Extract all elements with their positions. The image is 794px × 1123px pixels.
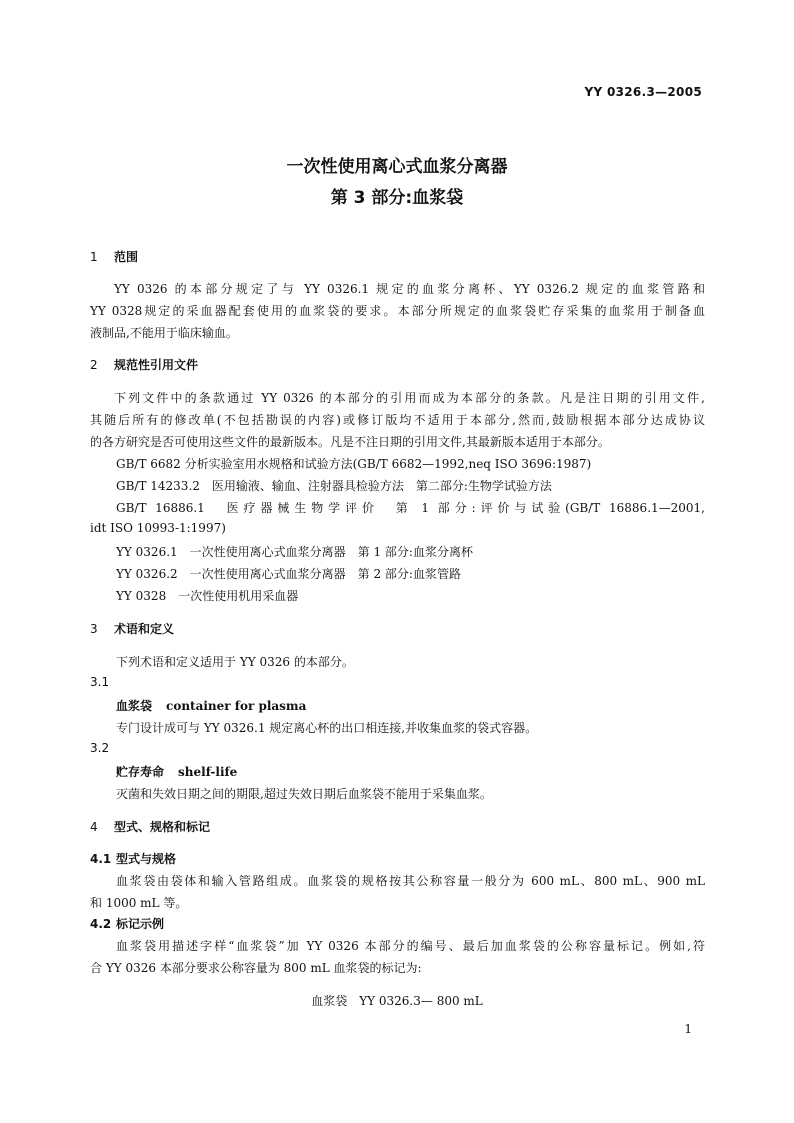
- reference-yy-0326-2: YY 0326.2 一次性使用离心式血浆分离器 第 2 部分:血浆管路: [116, 567, 461, 581]
- section-1-para-line-2: YY 0328规定的采血器配套使用的血浆袋的要求。本部分所规定的血浆袋贮存采集的血浆用于制备血: [90, 304, 705, 318]
- section-4-heading: 4 型式、规格和标记: [90, 820, 211, 834]
- subsection-4-1-heading: 4.1 型式与规格: [90, 852, 177, 866]
- section-3-heading: 3 术语和定义: [90, 622, 175, 636]
- reference-gbt-16886-1-line-2: idt ISO 10993-1:1997): [90, 521, 226, 535]
- subsection-4-1-line-1: 血浆袋由袋体和输入管路组成。血浆袋的规格按其公称容量一般分为 600 mL、800 mL、900 mL: [116, 874, 705, 888]
- term-3-1-definition: 专门设计成可与 YY 0326.1 规定离心杯的出口相连接,并收集血浆的袋式容器。: [116, 721, 538, 735]
- subsection-4-1-line-2: 和 1000 mL 等。: [90, 896, 188, 910]
- reference-gbt-14233-2: GB/T 14233.2 医用输液、输血、注射器具检验方法 第二部分:生物学试验方法: [116, 479, 552, 493]
- section-2-para-line-3: 的各方研究是否可使用这些文件的最新版本。凡是不注日期的引用文件,其最新版本适用于本部分。: [90, 435, 610, 449]
- subsection-4-2-heading: 4.2 标记示例: [90, 917, 165, 931]
- term-3-2-title: 贮存寿命 shelf-life: [116, 765, 238, 779]
- document-title: 一次性使用离心式血浆分离器: [286, 157, 508, 177]
- reference-yy-0326-1: YY 0326.1 一次性使用离心式血浆分离器 第 1 部分:血浆分离杯: [116, 545, 473, 559]
- section-1-para-line-1: YY 0326 的本部分规定了与 YY 0326.1 规定的血浆分离杯、YY 0326.2 规定的血浆管路和: [114, 282, 705, 296]
- section-2-heading: 2 规范性引用文件: [90, 358, 199, 372]
- section-1-heading: 1 范围: [90, 250, 139, 264]
- reference-gbt-16886-1-line-1: GB/T 16886.1 医疗器械生物学评价 第 1 部分:评价与试验(GB/T 16886.1—2001,: [116, 501, 705, 515]
- marking-example: 血浆袋 YY 0326.3— 800 mL: [311, 994, 483, 1008]
- term-3-1-number: 3.1: [90, 675, 110, 689]
- section-1-para-line-3: 液制品,不能用于临床输血。: [90, 326, 238, 340]
- term-3-1-title: 血浆袋 container for plasma: [116, 699, 307, 713]
- reference-gbt-6682: GB/T 6682 分析实验室用水规格和试验方法(GB/T 6682—1992,neq ISO 3696:1987): [116, 457, 592, 471]
- standard-number: YY 0326.3—2005: [584, 85, 702, 99]
- section-2-para-line-1: 下列文件中的条款通过 YY 0326 的本部分的引用而成为本部分的条款。凡是注日期的引用文件,: [114, 391, 705, 405]
- term-3-2-number: 3.2: [90, 741, 110, 755]
- subsection-4-2-line-2: 合 YY 0326 本部分要求公称容量为 800 mL 血浆袋的标记为:: [90, 961, 422, 975]
- term-3-2-definition: 灭菌和失效日期之间的期限,超过失效日期后血浆袋不能用于采集血浆。: [116, 787, 492, 801]
- subsection-4-2-line-1: 血浆袋用描述字样“血浆袋”加 YY 0326 本部分的编号、最后加血浆袋的公称容量标记。例如,符: [116, 939, 705, 953]
- reference-yy-0328: YY 0328 一次性使用机用采血器: [116, 589, 299, 603]
- section-3-intro: 下列术语和定义适用于 YY 0326 的本部分。: [116, 655, 354, 669]
- document-subtitle: 第 3 部分:血浆袋: [330, 188, 464, 208]
- section-2-para-line-2: 其随后所有的修改单(不包括勘误的内容)或修订版均不适用于本部分,然而,鼓励根据本部分达成协议: [90, 413, 705, 427]
- page-number: 1: [684, 1022, 692, 1036]
